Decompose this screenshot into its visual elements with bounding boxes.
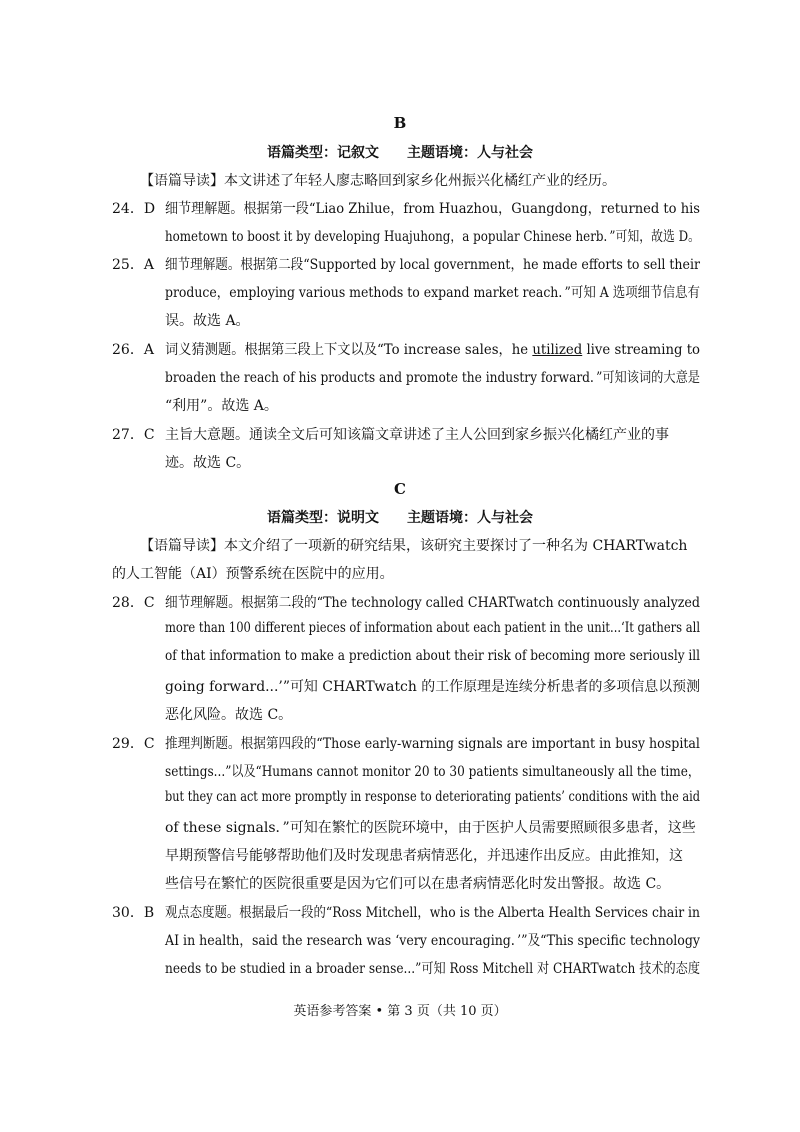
- q26-number: 26．A: [112, 342, 154, 358]
- section-b-genre: 语篇类型：记叙文: [267, 145, 379, 161]
- section-b-letter: B: [393, 114, 407, 132]
- q26-line-3: “利用”。故选 A。: [165, 398, 278, 414]
- q26-line-2: broaden the reach of his products and promote the industry forward．”可知该词的大意是: [165, 370, 700, 386]
- q27-line-1: 主旨大意题。通读全文后可知该篇文章讲述了主人公回到家乡振兴化橘红产业的事: [165, 427, 669, 443]
- q29-number: 29．C: [112, 736, 155, 752]
- q30-number: 30．B: [112, 905, 155, 921]
- q25-line-2: produce，employing various methods to expand market reach．”可知 A 选项细节信息有: [165, 285, 700, 301]
- q28-line-1: 细节理解题。根据第二段的“The technology called CHARTwatch continuously analyzed: [165, 595, 700, 611]
- section-c-theme: 主题语境：人与社会: [407, 510, 533, 526]
- section-b-heading: [0, 142, 800, 162]
- section-c-intro-2: 的人工智能（AI）预警系统在医院中的应用。: [112, 566, 394, 582]
- q29-line-4: of these signals．”可知在繁忙的医院环境中，由于医护人员需要照顾很多患者，这些: [165, 820, 696, 836]
- q30-line-2: AI in health，said the research was ‘very encouraging．’”及“This specific technology: [165, 933, 701, 949]
- section-b-intro: 【语篇导读】本文讲述了年轻人廖志略回到家乡化州振兴化橘红产业的经历。: [140, 173, 616, 189]
- q27-number: 27．C: [112, 427, 155, 443]
- section-c-intro-1: 【语篇导读】本文介绍了一项新的研究结果，该研究主要探讨了一种名为 CHARTwatch: [140, 538, 688, 554]
- underlined-word: utilized: [532, 342, 583, 358]
- q29-line-6: 些信号在繁忙的医院很重要是因为它们可以在患者病情恶化时发出警报。故选 C。: [165, 876, 671, 892]
- q30-line-1: 观点态度题。根据最后一段的“Ross Mitchell，who is the Alberta Health Services chair in: [165, 905, 700, 921]
- q26-line-1-text: 词义猜测题。根据第三段上下文以及“To increase sales，he: [165, 342, 533, 358]
- q28-line-2: more than 100 different pieces of information about each patient in the unit...‘It gathers all: [165, 620, 701, 636]
- section-b-theme: 主题语境：人与社会: [407, 145, 533, 161]
- q28-line-4: going forward...’”可知 CHARTwatch 的工作原理是连续分析患者的多项信息以预测: [165, 679, 701, 695]
- q25-line-1: 细节理解题。根据第二段“Supported by local government，he made efforts to sell their: [165, 257, 700, 273]
- q29-line-1: 推理判断题。根据第四段的“Those early-warning signals are important in busy hospital: [165, 736, 700, 752]
- q29-line-2: settings...”以及“Humans cannot monitor 20 to 30 patients simultaneously all the time，: [165, 764, 700, 780]
- q25-line-3: 误。故选 A。: [165, 313, 250, 329]
- q26-line-1-tail: live streaming to: [582, 342, 700, 358]
- section-c-genre: 语篇类型：说明文: [267, 510, 379, 526]
- q24-number: 24．D: [112, 201, 156, 217]
- q26-line-1: [165, 339, 700, 359]
- q30-line-3: needs to be studied in a broader sense...”可知 Ross Mitchell 对 CHARTwatch 技术的态度: [165, 961, 700, 977]
- q25-number: 25．A: [112, 257, 154, 273]
- q28-line-5: 恶化风险。故选 C。: [165, 707, 293, 723]
- q24-line-2: hometown to boost it by developing Huajuhong，a popular Chinese herb．”可知，故选 D。: [165, 229, 700, 245]
- q29-line-3: but they can act more promptly in response to deteriorating patients’ conditions with the aid: [165, 789, 701, 805]
- q24-line-1: 细节理解题。根据第一段“Liao Zhilue，from Huazhou，Guangdong，returned to his: [165, 201, 701, 217]
- section-c-letter: C: [394, 480, 406, 498]
- q28-number: 28．C: [112, 595, 155, 611]
- q28-line-3: of that information to make a prediction about their risk of becoming more seriously ill: [165, 648, 701, 664]
- page-footer: 英语参考答案 • 第 3 页（共 10 页）: [293, 1004, 507, 1019]
- q29-line-5: 早期预警信号能够帮助他们及时发现患者病情恶化，并迅速作出反应。由此推知，这: [165, 848, 683, 864]
- q27-line-2: 迹。故选 C。: [165, 455, 251, 471]
- section-c-heading: [0, 507, 800, 527]
